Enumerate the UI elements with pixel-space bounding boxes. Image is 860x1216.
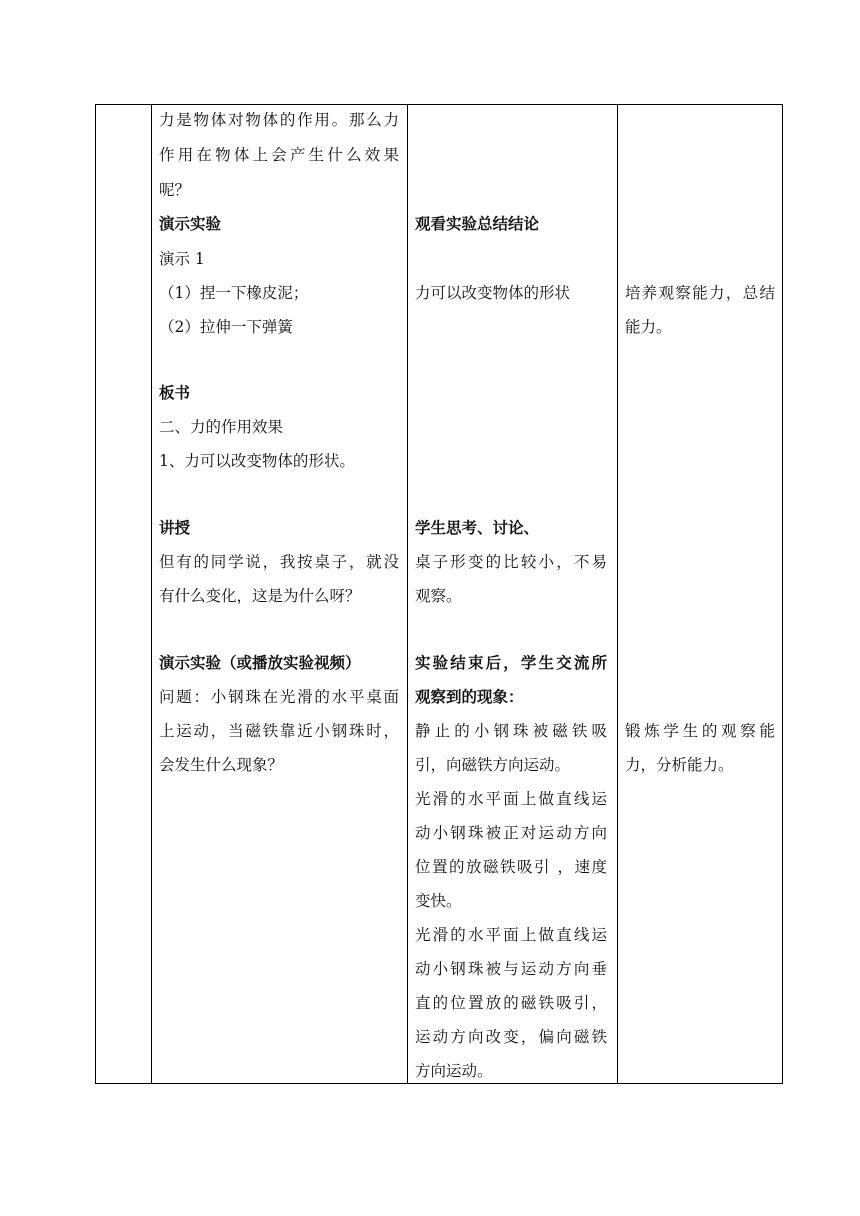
- goal2-line-2: 力，分析能力。: [625, 756, 734, 774]
- intro-line-2: 作用在物体上会产生什么效果: [159, 146, 399, 164]
- demo2-heading: 演示实验（或播放实验视频）: [159, 653, 361, 672]
- think-answer-line-2: 观察。: [415, 587, 462, 605]
- intro-line-3: 呢？: [159, 181, 191, 199]
- goal2-line-1: 锻炼学生的观察能: [625, 722, 775, 740]
- goal1-line-1: 培养观察能力，总结: [625, 284, 775, 302]
- phenomenon2-line-2: 动小钢珠被正对运动方向: [415, 824, 607, 842]
- phenomenon1-line-2: 引，向磁铁方向运动。: [415, 756, 571, 774]
- column-divider-3: [617, 105, 618, 1083]
- lecture-heading: 讲授: [159, 518, 191, 537]
- phenomenon1-line-1: 静止的小钢珠被磁铁吸: [415, 722, 607, 740]
- phenomenon3-line-5: 方向运动。: [415, 1062, 493, 1080]
- phenomenon2-line-3: 位置的放磁铁吸引 ，速度: [415, 858, 607, 876]
- column-divider-1: [151, 105, 152, 1083]
- demo-heading: 演示实验: [159, 214, 222, 233]
- intro-line-1: 力是物体对物体的作用。那么力: [159, 111, 399, 129]
- demo1-item-2: （2）拉伸一下弹簧: [159, 318, 293, 336]
- demo1-item-1: （1）捏一下橡皮泥；: [159, 284, 309, 302]
- board-heading: 板书: [159, 383, 191, 402]
- observe-heading: 观看实验总结结论: [415, 214, 540, 233]
- phenomenon2-line-1: 光滑的水平面上做直线运: [415, 790, 607, 808]
- phenomenon3-line-4: 运动方向改变，偏向磁铁: [415, 1028, 607, 1046]
- phenomenon3-line-2: 动小钢珠被与运动方向垂: [415, 960, 607, 978]
- demo2-question-line-3: 会发生什么现象？: [159, 756, 284, 774]
- exchange-heading-line-2: 观察到的现象：: [415, 687, 524, 706]
- lecture-line-1: 但有的同学说，我按桌子，就没: [159, 553, 399, 571]
- conclusion-text: 力可以改变物体的形状: [415, 284, 571, 302]
- demo1-label: 演示 1: [159, 250, 205, 268]
- think-answer-line-1: 桌子形变的比较小，不易: [415, 553, 607, 571]
- think-heading: 学生思考、讨论、: [415, 518, 540, 537]
- demo2-question-line-2: 上运动，当磁铁靠近小钢珠时，: [159, 722, 399, 740]
- demo2-question-line-1: 问题：小钢珠在光滑的水平桌面: [159, 688, 399, 706]
- exchange-heading-line-1: 实验结束后，学生交流所: [415, 653, 607, 672]
- board-line-2: 1、力可以改变物体的形状。: [159, 452, 355, 470]
- phenomenon3-line-3: 直的位置放的磁铁吸引，: [415, 994, 607, 1012]
- phenomenon2-line-4: 变快。: [415, 892, 462, 910]
- goal1-line-2: 能力。: [625, 318, 672, 336]
- board-line-1: 二、力的作用效果: [159, 418, 284, 436]
- phenomenon3-line-1: 光滑的水平面上做直线运: [415, 926, 607, 944]
- column-divider-2: [407, 105, 408, 1083]
- lecture-line-2: 有什么变化，这是为什么呀？: [159, 587, 361, 605]
